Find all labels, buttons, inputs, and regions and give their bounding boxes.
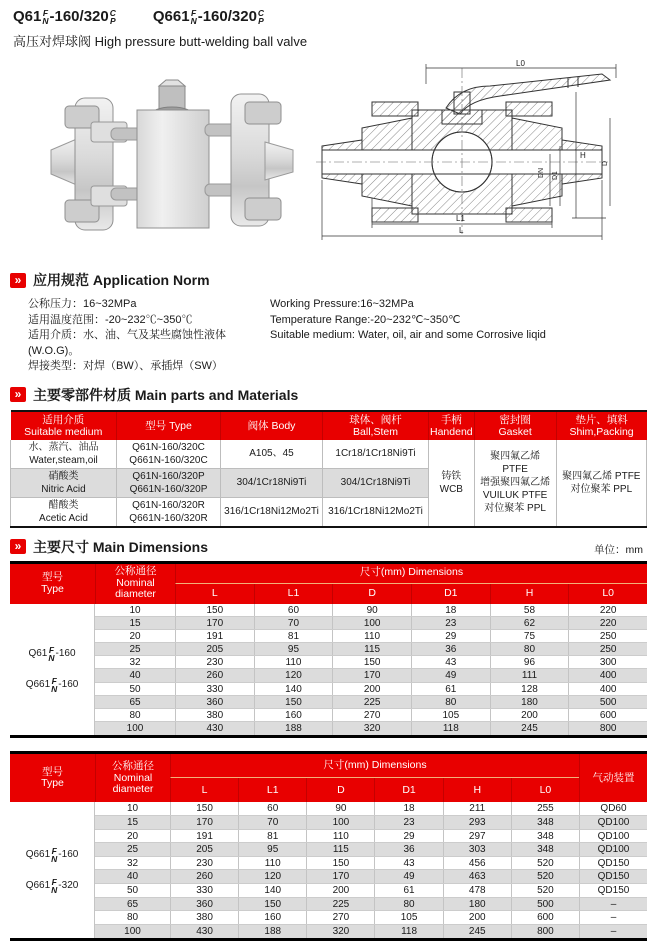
- model-code: Q61 F N -160: [28, 644, 76, 663]
- table-cell: 320: [332, 722, 411, 735]
- table-cell: 180: [443, 898, 511, 911]
- table-cell: 348: [511, 816, 579, 829]
- dim-label-l: L: [459, 226, 464, 235]
- table-row: [95, 843, 647, 857]
- table-cell: 25: [126, 844, 139, 856]
- col-shim-packing: 垫片、填料 Shim,Packing: [556, 411, 646, 440]
- spec-line: 焊接类型：对焊（BW）、承插焊（SW）: [28, 360, 223, 372]
- materials-header-row: [11, 411, 647, 440]
- table-cell: 100: [124, 925, 141, 937]
- table-cell: 61: [374, 884, 442, 897]
- table-cell: 49: [374, 870, 442, 883]
- table-cell: 293: [443, 816, 511, 829]
- type-column: [10, 802, 95, 938]
- spec-line: 适用温度范围：-20~232℃~350℃: [28, 313, 193, 326]
- col-ball-stem: 球体、阀杆 Ball,Stem: [323, 411, 429, 440]
- header-col-L1: L1: [254, 584, 333, 604]
- table-cell: 225: [306, 898, 374, 911]
- table-cell: 110: [306, 830, 374, 843]
- section-application-norm: [10, 270, 647, 290]
- table-cell: 160: [238, 911, 306, 924]
- table-cell: 220: [568, 604, 647, 616]
- table-cell: 200: [443, 911, 511, 924]
- table-cell: 170: [332, 669, 411, 681]
- table-row: [95, 643, 647, 656]
- table-cell: 300: [568, 656, 647, 668]
- table-cell: 348: [511, 830, 579, 843]
- dimensions-rows: [95, 802, 647, 938]
- table-cell: 100: [126, 723, 144, 735]
- table-row: [95, 857, 647, 871]
- table-cell: 95: [238, 843, 306, 856]
- type-cell: Q61N-160/320R Q661N-160/320R: [117, 497, 221, 527]
- table-cell: –: [579, 898, 647, 911]
- spec-line: Working Pressure:16~32MPa: [270, 298, 414, 310]
- dimensions-header: [10, 754, 647, 802]
- dimensions-header: [10, 564, 647, 604]
- table-row: [95, 669, 647, 682]
- table-cell: 160: [254, 709, 333, 721]
- table-cell: 50: [126, 884, 139, 896]
- table-cell: 120: [254, 669, 333, 681]
- table-cell: 270: [332, 709, 411, 721]
- table-cell: 60: [238, 802, 306, 815]
- table-cell: 80: [490, 643, 569, 655]
- table-cell: 150: [254, 696, 333, 708]
- table-cell: 100: [306, 816, 374, 829]
- table-cell: 75: [490, 630, 569, 642]
- table-cell: 270: [306, 911, 374, 924]
- table-cell: 200: [332, 683, 411, 695]
- table-row: [95, 617, 647, 630]
- table-row: [11, 440, 647, 469]
- model-code-1: Q61 F N -160/320 C P: [13, 7, 116, 26]
- table-cell: 400: [568, 683, 647, 695]
- table-cell: 23: [411, 617, 490, 629]
- table-cell: 118: [374, 925, 442, 939]
- table-row: [95, 802, 647, 816]
- header-col-D1: D1: [411, 584, 490, 604]
- header-type: 型号 Type: [41, 765, 64, 790]
- table-cell: QD100: [579, 830, 647, 843]
- table-cell: 110: [238, 857, 306, 870]
- table-cell: 800: [511, 925, 579, 939]
- table-cell: 40: [126, 871, 139, 883]
- valve-photo: [10, 58, 310, 244]
- table-cell: 100: [332, 617, 411, 629]
- table-cell: 245: [490, 722, 569, 735]
- table-cell: 205: [175, 643, 254, 655]
- section-chevron-icon: »: [10, 387, 26, 402]
- table-cell: 255: [511, 802, 579, 815]
- spec-line: Suitable medium: Water, oil, air and some Corrosive liqid: [270, 329, 546, 341]
- col-suitable-medium: 适用介质 Suitable medium: [11, 411, 117, 440]
- table-cell: 60: [254, 604, 333, 616]
- table-cell: 520: [511, 884, 579, 897]
- table-cell: 29: [374, 830, 442, 843]
- table-cell: 180: [490, 696, 569, 708]
- table-cell: 111: [490, 669, 569, 681]
- body-cell: A105、45: [221, 440, 323, 469]
- table-cell: 43: [374, 857, 442, 870]
- table-row: [95, 683, 647, 696]
- section-chevron-icon: »: [10, 273, 26, 288]
- table-cell: 200: [490, 709, 569, 721]
- table-cell: 58: [490, 604, 569, 616]
- table-cell: 140: [254, 683, 333, 695]
- header-col-H: H: [443, 778, 511, 802]
- table-cell: 36: [411, 643, 490, 655]
- table-cell: 463: [443, 870, 511, 883]
- table-cell: 360: [170, 898, 238, 911]
- table-cell: 25: [129, 644, 141, 656]
- model-code: Q661 F N -160: [25, 675, 79, 694]
- dim-label-dn: DN: [538, 167, 545, 178]
- table-cell: 80: [129, 710, 141, 721]
- table-cell: 400: [568, 669, 647, 681]
- model-code: Q661 F N -160: [25, 845, 79, 864]
- table-cell: 150: [332, 656, 411, 668]
- table-row: [95, 709, 647, 722]
- table-row: [95, 925, 647, 939]
- dim-label-l0: L0: [516, 59, 525, 68]
- table-cell: 105: [374, 911, 442, 924]
- dim-label-h: H: [580, 151, 586, 160]
- table-cell: 456: [443, 857, 511, 870]
- table-cell: 191: [170, 830, 238, 843]
- table-cell: 43: [411, 656, 490, 668]
- table-row: [95, 870, 647, 884]
- table-cell: 150: [170, 802, 238, 815]
- table-cell: 360: [175, 696, 254, 708]
- table-cell: 500: [568, 696, 647, 708]
- table-cell: 320: [306, 925, 374, 939]
- table-row: [95, 898, 647, 912]
- gasket-cell: 聚四氟乙烯 PTFE 增强聚四氟乙烯 VUILUK PTFE 对位聚苯 PPL: [474, 440, 556, 527]
- medium-cell: 醋酸类 Acetic Acid: [11, 497, 117, 527]
- dim-label-d1: D1: [552, 171, 559, 180]
- table-cell: 230: [170, 857, 238, 870]
- spec-line: Temperature Range:-20~232℃~350℃: [270, 313, 461, 326]
- col-body: 阀体 Body: [221, 411, 323, 440]
- table-cell: 500: [511, 898, 579, 911]
- type-cell: Q61N-160/320C Q661N-160/320C: [117, 440, 221, 469]
- table-cell: 32: [126, 857, 139, 869]
- table-cell: 81: [238, 830, 306, 843]
- table-cell: 118: [411, 722, 490, 735]
- header-col-L0: L0: [511, 778, 579, 802]
- header-col-L: L: [170, 778, 238, 802]
- table-cell: 245: [443, 925, 511, 939]
- col-type: 型号 Type: [117, 411, 221, 440]
- table-cell: QD100: [579, 816, 647, 829]
- section-title: 应用规范 Application Norm: [33, 272, 210, 288]
- table-cell: 600: [511, 911, 579, 924]
- page-subtitle: 高压对焊球阀 High pressure butt-welding ball valve: [13, 34, 308, 49]
- table-cell: 23: [374, 816, 442, 829]
- table-cell: 49: [411, 669, 490, 681]
- table-cell: 65: [129, 696, 141, 708]
- table-cell: 80: [374, 898, 442, 911]
- table-cell: 188: [254, 722, 333, 735]
- spec-line: 适用介质：水、油、气及某些腐蚀性液体(W.O.G)。: [28, 329, 226, 357]
- table-cell: 150: [306, 857, 374, 870]
- table-row: [95, 656, 647, 669]
- table-cell: 478: [443, 884, 511, 897]
- table-cell: 20: [129, 630, 141, 642]
- table-cell: 15: [126, 816, 139, 828]
- table-row: [95, 816, 647, 830]
- table-cell: 150: [238, 898, 306, 911]
- table-cell: 128: [490, 683, 569, 695]
- handend-cell: 铸铁 WCB: [429, 440, 475, 527]
- medium-cell: 水、蒸汽、油品 Water,steam,oil: [11, 440, 117, 469]
- table-row: [95, 630, 647, 643]
- table-cell: 70: [238, 816, 306, 829]
- section-title: 主要尺寸 Main Dimensions: [33, 538, 209, 555]
- table-cell: 18: [374, 802, 442, 815]
- table-cell: 110: [332, 630, 411, 642]
- table-cell: 225: [332, 696, 411, 708]
- table-cell: QD150: [579, 870, 647, 883]
- table-cell: 205: [170, 843, 238, 856]
- table-cell: 80: [411, 696, 490, 708]
- table-cell: 80: [126, 912, 139, 924]
- body-cell: 304/1Cr18Ni9Ti: [221, 468, 323, 497]
- table-cell: 105: [411, 709, 490, 721]
- ball-cell: 1Cr18/1Cr18Ni9Ti: [323, 440, 429, 469]
- section-materials: [10, 385, 647, 405]
- col-handend: 手柄 Handend: [429, 411, 475, 440]
- table-cell: 520: [511, 857, 579, 870]
- table-cell: 430: [175, 722, 254, 735]
- model-code: Q661 F N -320: [25, 876, 79, 895]
- table-cell: 90: [332, 604, 411, 616]
- header-col-D1: D1: [374, 778, 442, 802]
- table-row: [95, 696, 647, 709]
- table-cell: 297: [443, 830, 511, 843]
- section-title: 主要零部件材质 Main parts and Materials: [33, 386, 299, 403]
- table-cell: 120: [238, 870, 306, 883]
- table-row: [95, 830, 647, 844]
- table-cell: 90: [306, 802, 374, 815]
- table-cell: –: [579, 925, 647, 939]
- table-cell: 260: [175, 669, 254, 681]
- table-cell: 15: [129, 617, 141, 629]
- table-cell: 110: [254, 656, 333, 668]
- table-cell: 330: [170, 884, 238, 897]
- table-cell: QD150: [579, 857, 647, 870]
- valve-technical-drawing: [310, 58, 647, 244]
- table-cell: 61: [411, 683, 490, 695]
- materials-table: [10, 410, 647, 528]
- body-cell: 316/1Cr18Ni12Mo2Ti: [221, 497, 323, 527]
- table-cell: 200: [306, 884, 374, 897]
- table-cell: 81: [254, 630, 333, 642]
- table-cell: 29: [411, 630, 490, 642]
- page-title: [13, 8, 647, 25]
- table-cell: 220: [568, 617, 647, 629]
- table-cell: 380: [175, 709, 254, 721]
- table-cell: 18: [411, 604, 490, 616]
- header-pneumatic-device: 气动装置: [579, 754, 647, 802]
- table-cell: 65: [126, 898, 139, 910]
- ball-cell: 316/1Cr18Ni12Mo2Ti: [323, 497, 429, 527]
- dimensions-rows: [95, 604, 647, 736]
- header-dims-span: 尺寸(mm) Dimensions: [170, 754, 579, 778]
- table-cell: 140: [238, 884, 306, 897]
- table-cell: QD150: [579, 884, 647, 897]
- table-cell: 96: [490, 656, 569, 668]
- table-cell: 95: [254, 643, 333, 655]
- table-cell: 800: [568, 722, 647, 735]
- table-cell: QD100: [579, 843, 647, 856]
- header-col-L: L: [175, 584, 254, 604]
- table-cell: 170: [175, 617, 254, 629]
- table-cell: 250: [568, 630, 647, 642]
- header-col-L1: L1: [238, 778, 306, 802]
- table-cell: 36: [374, 843, 442, 856]
- table-cell: 70: [254, 617, 333, 629]
- table-row: [95, 722, 647, 735]
- table-cell: 150: [175, 604, 254, 616]
- figures-row: [10, 58, 647, 244]
- header-col-D: D: [332, 584, 411, 604]
- table-cell: 188: [238, 925, 306, 939]
- dim-label-l1: L1: [456, 214, 465, 223]
- table-cell: 170: [170, 816, 238, 829]
- shim-cell: 聚四氟乙烯 PTFE 对位聚苯 PPL: [556, 440, 646, 527]
- header-nominal-diameter: 公称通径 Nominal diameter: [95, 754, 170, 802]
- table-cell: 520: [511, 870, 579, 883]
- table-cell: 330: [175, 683, 254, 695]
- table-cell: 10: [129, 604, 141, 616]
- table-cell: –: [579, 911, 647, 924]
- col-gasket: 密封圈 Gasket: [474, 411, 556, 440]
- table-row: [95, 604, 647, 617]
- table-cell: 430: [170, 925, 238, 939]
- table-cell: 115: [306, 843, 374, 856]
- table-cell: 211: [443, 802, 511, 815]
- header-dims-span: 尺寸(mm) Dimensions: [175, 564, 647, 584]
- table-row: [95, 911, 647, 925]
- application-specs: [28, 297, 647, 375]
- table-cell: QD60: [579, 802, 647, 815]
- ball-cell: 304/1Cr18Ni9Ti: [323, 468, 429, 497]
- table-cell: 20: [126, 830, 139, 842]
- header-col-L0: L0: [568, 584, 647, 604]
- type-cell: Q61N-160/320P Q661N-160/320P: [117, 468, 221, 497]
- table-cell: 260: [170, 870, 238, 883]
- spec-line: 公称压力：16~32MPa: [28, 298, 137, 310]
- header-col-D: D: [306, 778, 374, 802]
- type-column: [10, 604, 95, 736]
- table-cell: 32: [129, 657, 141, 669]
- dim-label-d: D: [602, 160, 609, 166]
- table-cell: 115: [332, 643, 411, 655]
- table-cell: 230: [175, 656, 254, 668]
- table-cell: 50: [129, 683, 141, 695]
- table-cell: 170: [306, 870, 374, 883]
- dimensions-table-2: [10, 751, 647, 941]
- header-type: 型号 Type: [41, 571, 64, 595]
- section-main-dimensions: [10, 537, 208, 557]
- header-nominal-diameter: 公称通径 Nominal diameter: [95, 564, 175, 604]
- table-cell: 250: [568, 643, 647, 655]
- table-row: [95, 884, 647, 898]
- medium-cell: 硝酸类 Nitric Acid: [11, 468, 117, 497]
- table-cell: 10: [126, 803, 139, 815]
- table-cell: 380: [170, 911, 238, 924]
- section-chevron-icon: »: [10, 539, 26, 554]
- header-col-H: H: [490, 584, 569, 604]
- table-cell: 62: [490, 617, 569, 629]
- table-cell: 348: [511, 843, 579, 856]
- dimensions-table-1: [10, 561, 647, 739]
- table-cell: 40: [129, 670, 141, 682]
- table-cell: 303: [443, 843, 511, 856]
- model-code-2: Q661 F N -160/320 C P: [152, 7, 265, 26]
- table-cell: 600: [568, 709, 647, 721]
- unit-label: 单位：mm: [594, 543, 643, 556]
- table-cell: 191: [175, 630, 254, 642]
